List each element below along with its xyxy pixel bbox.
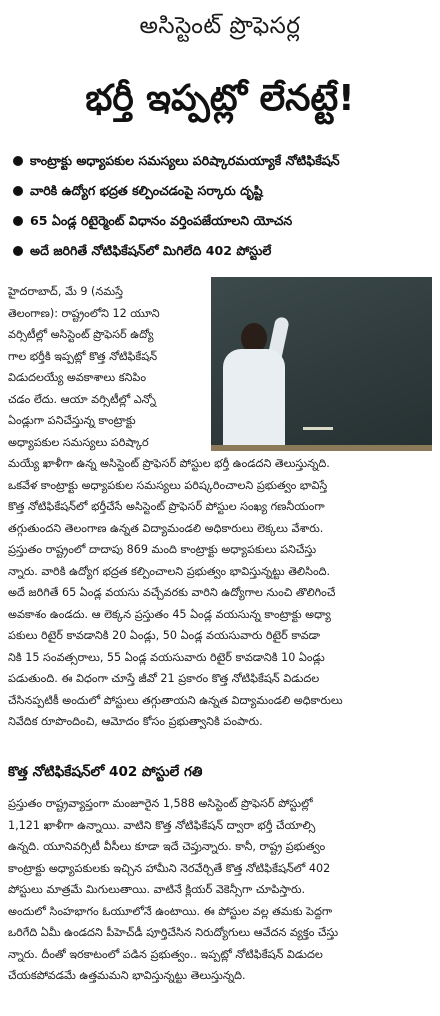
body-line: కొత్త నోటిఫికేషన్‌లో భర్తీచేసే అసిస్టెంట్ ప్రొఫెసర్ పోస్టుల సంఖ్య గణనీయంగా (8, 500, 325, 513)
highlight-item (10, 236, 434, 266)
body-line: తెలంగాణ): రాష్ట్రంలోని 12 యూని (8, 306, 160, 320)
body-line: పోస్టులు మాత్రమే మిగులుతాయి. వాటినే క్లియర్ వెకెన్సీగా చూపిస్తారు. (8, 883, 306, 896)
article-kicker: అసిస్టెంట్ ప్రొఫెసర్ల (139, 13, 301, 39)
body-line: మయ్యే ఖాళీగా ఉన్న అసిస్టెంట్ ప్రొఫెసర్ పోస్టుల భర్తీ ఉండదని తెలుస్తున్నది. (8, 457, 330, 470)
bullet-icon (13, 156, 23, 166)
article-headline: భర్తీ ఇప్పట్లో లేనట్టే! (85, 78, 355, 119)
article-body-paragraph-1 (8, 281, 432, 733)
article-subheading: కొత్త నోటిఫికేషన్‌లో 402 పోస్టులే గతి (8, 764, 203, 780)
body-line: విడుదలయ్యే అవకాశాలు కనిపిం (8, 371, 147, 384)
body-line: చేయకపోవడమే ఉత్తమమని భావిస్తున్నట్టు తెలుస్తున్నది. (8, 969, 246, 982)
highlight-text: వారికి ఉద్యోగ భద్రత కల్పించడంపై సర్కారు దృష్టి (30, 183, 263, 198)
body-line: నివేదిక రూపొందించి, ఆమోదం కోసం ప్రభుత్వానికి పంపారు. (8, 715, 263, 728)
body-line: పకులు రిటైర్ కావడానికి 20 ఏండ్లు, 50 ఏండ్ల వయసువారు రిటైర్ కావడా (8, 629, 321, 642)
body-line: అందులో సింహభాగం ఓయూలోనే ఉంటాయి. ఈ పోస్టుల వల్ల తమకు పెద్దగా (8, 904, 333, 918)
body-line: వర్సిటీల్లో అసిస్టెంట్ ప్రొఫెసర్ ఉద్యో (8, 328, 154, 341)
highlight-text: 65 ఏండ్ల రిటైర్మెంట్ విధానం వర్తింపజేయాలని యోచన (30, 213, 293, 228)
body-line: న్నారు. వారికి ఉద్యోగ భద్రత కల్పించాలని ప్రభుత్వం భావిస్తున్నట్టు తెలిసింది. (8, 564, 331, 578)
highlight-item (10, 146, 434, 176)
bullet-icon (13, 246, 23, 256)
highlights-list (10, 146, 434, 266)
body-line: నికి 15 సంవత్సరాలు, 55 ఏండ్ల వయసువారు రిటైర్ కావడానికి 10 ఏండ్లు (8, 650, 325, 664)
body-line: అధ్యాపకుల సమస్యలు పరిష్కార (8, 435, 149, 449)
body-line: అదే జరిగితే 65 ఏండ్ల వయసు వచ్చేవరకు వారిని ఉద్యోగాల నుంచి తొలిగించే (8, 586, 336, 599)
highlight-text: అదే జరిగితే నోటిఫికేషన్‌లో మిగిలేది 402 పోస్టులే (30, 243, 272, 258)
body-line: ఒరిగేది ఏమీ ఉండదని పీహెచ్‌డీ పూర్తిచేసిన నిరుద్యోగులు ఆవేదన వ్యక్తం చేస్తు (8, 926, 339, 939)
body-line: ఏండ్లుగా పనిచేస్తున్న కాంట్రాక్టు (8, 414, 136, 427)
body-line: కాంట్రాక్టు అధ్యాపకులకు ఇచ్చిన హామీని నెరవేర్చితే కొత్త నోటిఫికేషన్‌లో 402 (8, 861, 331, 875)
body-line: అవకాశం ఉండదు. ఆ లెక్కన ప్రస్తుతం 45 ఏండ్ల వయసున్న కాంట్రాక్టు అధ్యా (8, 607, 331, 621)
body-line: ప్రస్తుతం రాష్ట్రంలో దాదాపు 869 మంది కాంట్రాక్టు అధ్యాపకులు పనిచేస్తు (8, 543, 317, 556)
body-line: 1,121 ఖాళీగా ఉన్నాయి. వాటిని కొత్త నోటిఫికేషన్ ద్వారా భర్తీ చేయాల్సి (8, 818, 316, 832)
article-body-paragraph-2 (8, 793, 432, 987)
highlight-text: కాంట్రాక్టు అధ్యాపకుల సమస్యలు పరిష్కారమయ్యాకే నోటిఫికేషన్ (30, 153, 340, 168)
body-line: గాల భర్తీకి ఇప్పట్లో కొత్త నోటిఫికేషన్ (8, 349, 158, 363)
bullet-icon (13, 186, 23, 196)
body-line: న్నారు. దీంతో ఇరకాటంలో పడిన ప్రభుత్వం.. ఇప్పట్లో నోటిఫికేషన్ విడుదల (8, 947, 323, 961)
body-line: పడుతుంది. ఈ విధంగా చూస్తే జీవో 21 ప్రకారం కొత్త నోటిఫికేషన్ విడుదల (8, 672, 320, 685)
body-line: చేసినప్పటికీ అందులో పోస్టులు తగ్గుతాయని ఉన్నత విద్యామండలి అధికారులు (8, 693, 343, 707)
highlight-item (10, 176, 434, 206)
body-line: చడం లేదు. ఆయా వర్సిటీల్లో ఎన్నో (8, 392, 156, 406)
body-line: హైదరాబాద్, మే 9 (నమస్తే (8, 285, 123, 298)
body-line: ఒకవేళ కాంట్రాక్టు అధ్యాపకుల సమస్యలు పరిష్కరించాలని ప్రభుత్వం భావిస్తే (8, 478, 328, 492)
bullet-icon (13, 216, 23, 226)
highlight-item (10, 206, 434, 236)
body-line: తగ్గుతుందని తెలంగాణ ఉన్నత విద్యామండలి అధికారులు లెక్కలు వేశారు. (8, 521, 324, 535)
body-line: ప్రస్తుతం రాష్ట్రవ్యాప్తంగా మంజూరైన 1,588 అసిస్టెంట్ ప్రొఫెసర్ పోస్టుల్లో (8, 797, 313, 810)
body-line: ఉన్నది. యూనివర్సిటీ వీసీలు కూడా ఇదే చెప్తున్నారు. కానీ, రాష్ట్ర ప్రభుత్వం (8, 840, 326, 853)
